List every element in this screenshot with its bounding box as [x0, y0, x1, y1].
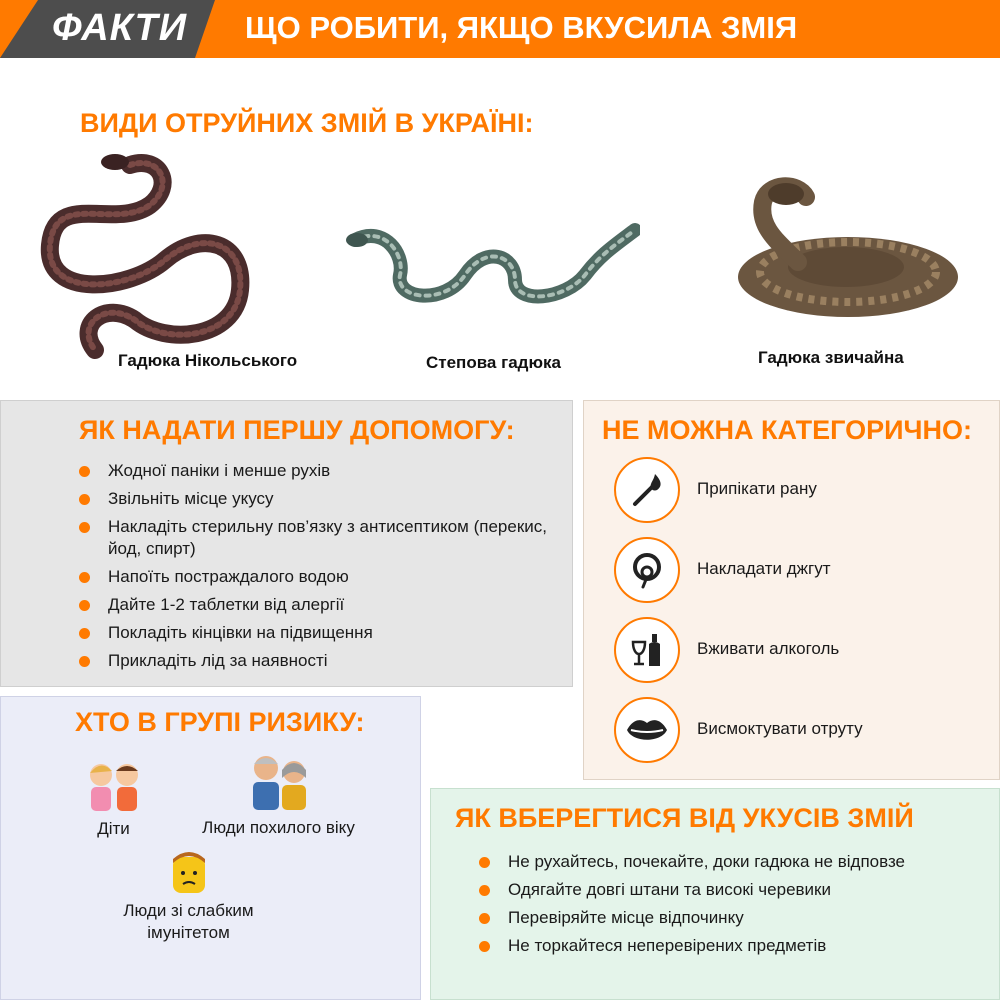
snake-nikolsky-icon [35, 150, 250, 360]
first-aid-list [79, 460, 549, 678]
risk-label: Діти [97, 819, 130, 838]
sick-person-icon [169, 849, 209, 895]
risk-item-weak-immunity [91, 849, 286, 944]
first-aid-heading: ЯК НАДАТИ ПЕРШУ ДОПОМОГУ: [79, 415, 515, 445]
list-item: Звільніть місце укусу [79, 488, 549, 510]
snake-caption-nikolsky: Гадюка Нікольського [118, 351, 298, 370]
list-item: Покладіть кінцівки на підвищення [79, 622, 549, 644]
lips-icon [614, 697, 680, 763]
risk-label: Люди похилого віку [202, 818, 355, 837]
list-item: Перевіряйте місце відпочинку [479, 907, 989, 929]
fakty-logo[interactable]: ФАКТИ [52, 7, 188, 49]
list-item: Одягайте довгі штани та високі черевики [479, 879, 989, 901]
forbidden-label: Накладати джгут [697, 559, 831, 578]
snake-nikolsky-image [35, 150, 250, 365]
wine-bottle-icon [614, 617, 680, 683]
list-item: Прикладіть лід за наявності [79, 650, 549, 672]
risk-item-children [61, 757, 166, 840]
forbidden-item [614, 537, 984, 603]
forbidden-item [614, 457, 984, 523]
list-item: Не рухайтесь, почекайте, доки гадюка не відповзе [479, 851, 989, 873]
tourniquet-icon [614, 537, 680, 603]
risk-heading: ХТО В ГРУПІ РИЗИКУ: [75, 707, 365, 737]
snake-steppe-image [345, 215, 640, 320]
header-bar [0, 0, 1000, 58]
first-aid-panel [0, 400, 573, 687]
risk-panel [0, 696, 421, 1000]
snake-caption-common: Гадюка звичайна [758, 348, 904, 367]
forbidden-item [614, 617, 984, 683]
snake-common-icon [728, 172, 963, 322]
page-title: ЩО РОБИТИ, ЯКЩО ВКУСИЛА ЗМІЯ [245, 10, 798, 45]
match-fire-icon [614, 457, 680, 523]
snake-steppe-icon [345, 215, 640, 315]
forbidden-label: Вживати алкоголь [697, 639, 840, 658]
risk-label: Люди зі слабким імунітетом [123, 901, 254, 942]
protect-list [479, 851, 989, 963]
forbidden-label: Припікати рану [697, 479, 817, 498]
risk-item-elderly [191, 752, 366, 839]
list-item: Накладіть стерильну пов’язку з антисептиком (перекис, йод, спирт) [79, 516, 549, 560]
elderly-icon [244, 752, 314, 812]
protect-panel [430, 788, 1000, 1000]
forbidden-item [614, 697, 984, 763]
children-icon [81, 757, 147, 813]
snake-caption-steppe: Степова гадюка [426, 353, 561, 372]
list-item: Не торкайтеся неперевірених предметів [479, 935, 989, 957]
forbidden-heading: НЕ МОЖНА КАТЕГОРИЧНО: [602, 415, 973, 445]
snake-common-image [728, 172, 963, 327]
list-item: Дайте 1-2 таблетки від алергії [79, 594, 549, 616]
list-item: Жодної паніки і менше рухів [79, 460, 549, 482]
forbidden-label: Висмоктувати отруту [697, 719, 863, 738]
forbidden-panel [583, 400, 1000, 780]
list-item: Напоїть постраждалого водою [79, 566, 549, 588]
species-heading: ВИДИ ОТРУЙНИХ ЗМІЙ В УКРАЇНІ: [80, 108, 534, 138]
protect-heading: ЯК ВБЕРЕГТИСЯ ВІД УКУСІВ ЗМІЙ [455, 803, 914, 833]
